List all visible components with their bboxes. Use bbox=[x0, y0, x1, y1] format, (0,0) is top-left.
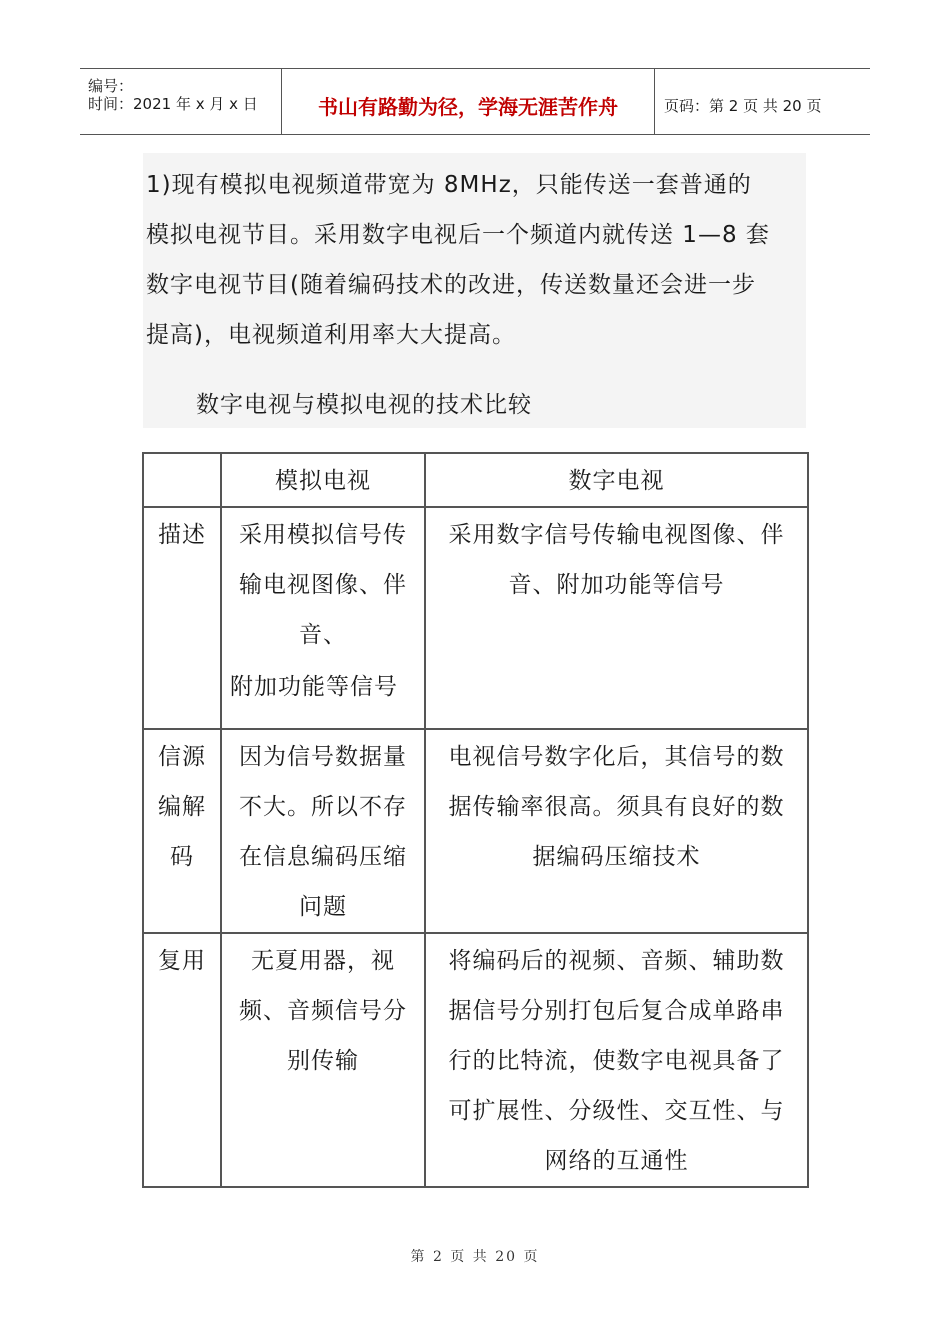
cell-line: 网络的互通性 bbox=[544, 1148, 689, 1174]
cell-line: 无夏用器，视 bbox=[251, 948, 395, 974]
digital-cell bbox=[425, 729, 808, 933]
header-divider bbox=[654, 69, 655, 134]
row-label-line: 信源 bbox=[158, 744, 206, 770]
cell-line: 据编码压缩技术 bbox=[532, 844, 701, 870]
row-label-line: 编解 bbox=[158, 794, 206, 820]
cell-line: 行的比特流，使数字电视具备了 bbox=[448, 1048, 785, 1074]
cell-line: 据传输率很高。须具有良好的数 bbox=[448, 794, 785, 820]
paragraph-line: 提高)，电视频道利用率大大提高。 bbox=[146, 322, 516, 348]
cell-line: 不大。所以不存 bbox=[239, 794, 407, 820]
cell-line: 输电视图像、伴 bbox=[239, 572, 407, 598]
cell-line: 可扩展性、分级性、交互性、与 bbox=[448, 1098, 785, 1124]
comparison-table bbox=[142, 452, 809, 1188]
row-label bbox=[143, 729, 221, 933]
cell-line: 附加功能等信号 bbox=[230, 674, 398, 700]
date-label: 时间：2021 年 x 月 x 日 bbox=[88, 95, 258, 113]
cell-line: 因为信号数据量 bbox=[239, 744, 407, 770]
row-label bbox=[143, 933, 221, 1187]
row-label-line: 复用 bbox=[158, 948, 206, 974]
row-label-line: 码 bbox=[170, 844, 194, 870]
document-header bbox=[80, 68, 870, 135]
cell-line: 将编码后的视频、音频、辅助数 bbox=[448, 948, 785, 974]
header-cell-analog: 模拟电视 bbox=[221, 453, 425, 507]
cell-line: 音、附加功能等信号 bbox=[508, 572, 725, 598]
digital-cell bbox=[425, 933, 808, 1187]
serial-label: 编号： bbox=[88, 77, 134, 95]
analog-cell bbox=[221, 507, 425, 729]
digital-cell bbox=[425, 507, 808, 729]
analog-cell bbox=[221, 729, 425, 933]
paragraph-line: 1)现有模拟电视频道带宽为 8MHz，只能传送一套普通的 bbox=[146, 172, 752, 198]
cell-line: 采用数字信号传输电视图像、伴 bbox=[448, 522, 785, 548]
body-paragraph bbox=[146, 160, 806, 360]
header-page-info: 页码：第 2 页 共 20 页 bbox=[664, 97, 822, 115]
table-title: 数字电视与模拟电视的技术比较 bbox=[196, 392, 532, 418]
table-header-row bbox=[143, 453, 808, 507]
table-row bbox=[143, 933, 808, 1187]
header-motto: 书山有路勤为径，学海无涯苦作舟 bbox=[318, 95, 618, 119]
paragraph-line: 数字电视节目(随着编码技术的改进，传送数量还会进一步 bbox=[146, 272, 756, 298]
page-footer: 第 2 页 共 20 页 bbox=[410, 1249, 540, 1265]
cell-line: 频、音频信号分 bbox=[239, 998, 407, 1024]
cell-line: 音、 bbox=[299, 622, 347, 648]
cell-line: 别传输 bbox=[287, 1048, 359, 1074]
cell-line: 在信息编码压缩 bbox=[239, 844, 407, 870]
cell-line: 采用模拟信号传 bbox=[239, 522, 407, 548]
header-cell-empty bbox=[143, 453, 221, 507]
cell-line: 问题 bbox=[299, 894, 347, 920]
cell-line: 据信号分别打包后复合成单路串 bbox=[448, 998, 785, 1024]
cell-line: 电视信号数字化后，其信号的数 bbox=[448, 744, 785, 770]
analog-cell bbox=[221, 933, 425, 1187]
paragraph-line: 模拟电视节目。采用数字电视后一个频道内就传送 1—8 套 bbox=[146, 222, 770, 248]
row-label-line: 描述 bbox=[158, 522, 206, 548]
table-row bbox=[143, 507, 808, 729]
header-cell-digital: 数字电视 bbox=[425, 453, 808, 507]
table-row bbox=[143, 729, 808, 933]
row-label bbox=[143, 507, 221, 729]
